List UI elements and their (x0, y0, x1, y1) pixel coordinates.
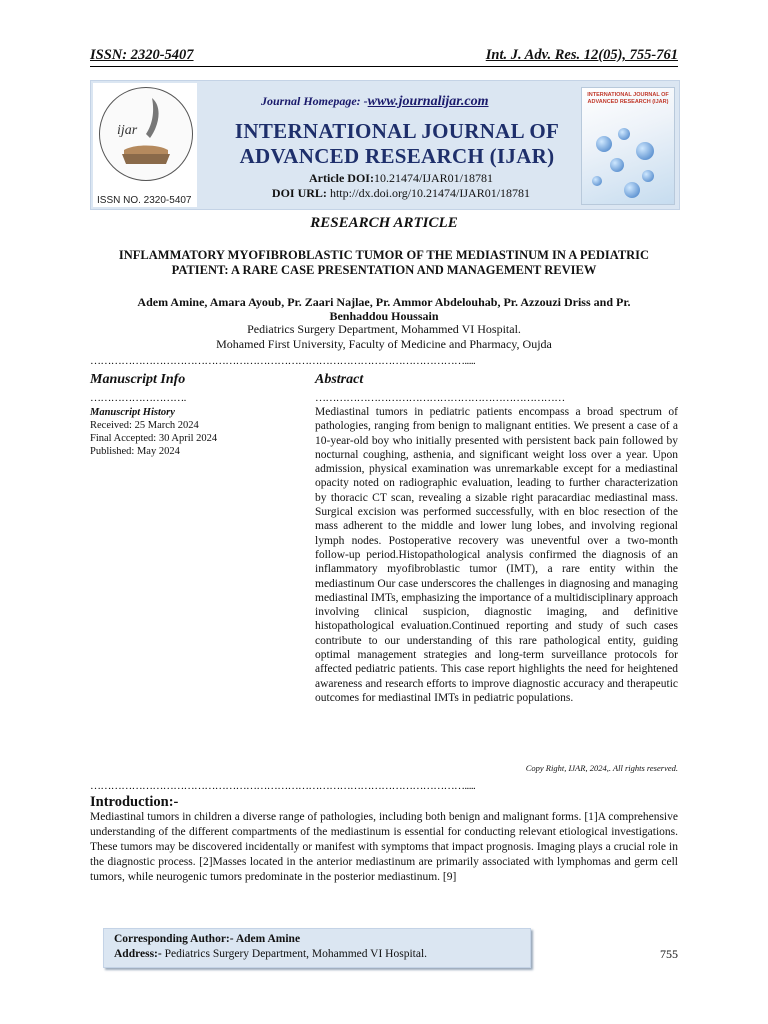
accepted-date: Final Accepted: 30 April 2024 (90, 433, 218, 444)
separator-right: ……………………………………………………………… (315, 392, 565, 404)
logo-issn: ISSN NO. 2320-5407 (97, 195, 192, 206)
introduction-heading: Introduction:- (90, 794, 179, 810)
homepage-link[interactable]: www.journalijar.com (367, 94, 489, 109)
logo-seal-icon (99, 87, 193, 181)
author-list: Adem Amine, Amara Ayoub, Pr. Zaari Najlae, Pr. Ammor Abdelouhab, Pr. Azzouzi Driss and Pr. Benhaddou Houssain (137, 295, 631, 323)
article-type: RESEARCH ARTICLE (310, 215, 458, 231)
separator-bottom: ………………………………………………………………………………………………..... (90, 780, 476, 792)
copyright-notice: Copy Right, IJAR, 2024,. All rights reserved. (525, 763, 678, 773)
journal-homepage: Journal Homepage: -www.journalijar.com (261, 94, 489, 109)
abstract-text: Mediastinal tumors in pediatric patients encompass a broad spectrum of pathologies, ranging from benign to malignant entities. We present a case of a 10-year-old boy who initially presented with persistent back pain followed by nocturnal coughing, asthenia, and significant weight loss over a year. Upon admission, physical examination was unremarkable except for a mediastinal opacity noted on radiographic evaluation, leading to further characterization by thoracic CT scan, revealing a sizable right paracardiac mediastinal mass. Surgical excision was performed successfully, with en bloc resection of the mass adherent to the middle and lower lung lobes, and involving regional lymph nodes. Postoperative recovery was uneventful over a two-month follow-up period.Histopathological analysis confirmed the diagnosis of an inflammatory myofibroblastic tumor (IMT), a rare entity within the mediastinum Our case underscores the challenges in diagnosing and managing mediastinal IMTs, emphasizing the importance of a multidisciplinary approach involving clinical suspicion, diagnostic imaging, and definitive histopathological evaluation.Continued reporting and study of such cases contribute to our understanding of this rare pathological entity, guiding optimal management strategies and long-term surveillance protocols for affected pediatric patients. This case report highlights the need for heightened awareness and research efforts to improve diagnostic accuracy and therapeutic outcomes for mediastinal IMTs in pediatric populations. (315, 406, 678, 704)
introduction-text: Mediastinal tumors in children a diverse range of pathologies, including both benign and malignant forms. [1]A comprehensive understanding of the different compartments of the mediastinum is essential for conducting relevant etiological investigations. These tumors may be discovered incidentally or manifest with symptoms that impact prognosis. Imaging plays a crucial role in the diagnostic process. [2]Masses located in the anterior mediastinum are primarily associated with lymphomas and germ cell tumors, while neurogenic tumors predominate in the posterior mediastinum. [9] (90, 811, 678, 883)
published-date: Published: May 2024 (90, 446, 180, 457)
separator-left: ………………………. (90, 392, 186, 404)
separator-top: ………………………………………………………………………………………………..... (90, 355, 476, 367)
doi-value: 10.21474/IJAR01/18781 (373, 171, 493, 185)
affiliation: Pediatrics Surgery Department, Mohammed VI Hospital. Mohamed First University, Faculty of Medicine and Pharmacy, Oujda (216, 322, 552, 351)
article-title: INFLAMMATORY MYOFIBROBLASTIC TUMOR OF THE MEDIASTINUM IN A PEDIATRIC PATIENT: A RARE CASE PRESENTATION AND MANAGEMENT REVIEW (118, 248, 650, 277)
journal-title: INTERNATIONAL JOURNAL OF ADVANCED RESEARCH (IJAR) (234, 119, 560, 168)
logo-text: ijar (117, 123, 138, 138)
journal-cover-image (581, 87, 675, 205)
citation-label: Int. J. Adv. Res. 12(05), 755-761 (485, 47, 678, 63)
corresponding-address: Pediatrics Surgery Department, Mohammed VI Hospital. (164, 948, 428, 960)
cover-title: INTERNATIONAL JOURNAL OF ADVANCED RESEARCH (IJAR) (587, 92, 669, 105)
doi-block: Article DOI:10.21474/IJAR01/18781 DOI URL: http://dx.doi.org/10.21474/IJAR01/18781 (271, 171, 531, 200)
manuscript-info-heading: Manuscript Info (90, 372, 186, 387)
corresponding-author-name: Adem Amine (235, 933, 301, 945)
issn-label: ISSN: 2320-5407 (90, 47, 194, 63)
page-number: 755 (660, 947, 678, 961)
running-header (90, 44, 678, 67)
doi-url-link[interactable]: http://dx.doi.org/10.21474/IJAR01/18781 (329, 186, 531, 200)
journal-banner (90, 80, 680, 210)
journal-logo (93, 83, 197, 207)
abstract-heading: Abstract (315, 372, 364, 387)
corresponding-author-box: Corresponding Author:- Adem Amine Address:- Pediatrics Surgery Department, Mohammed VI Hospital. (103, 928, 531, 968)
manuscript-history: Manuscript History Received: 25 March 2024 Final Accepted: 30 April 2024 Published: May 2024 (90, 407, 218, 457)
received-date: Received: 25 March 2024 (90, 420, 199, 431)
